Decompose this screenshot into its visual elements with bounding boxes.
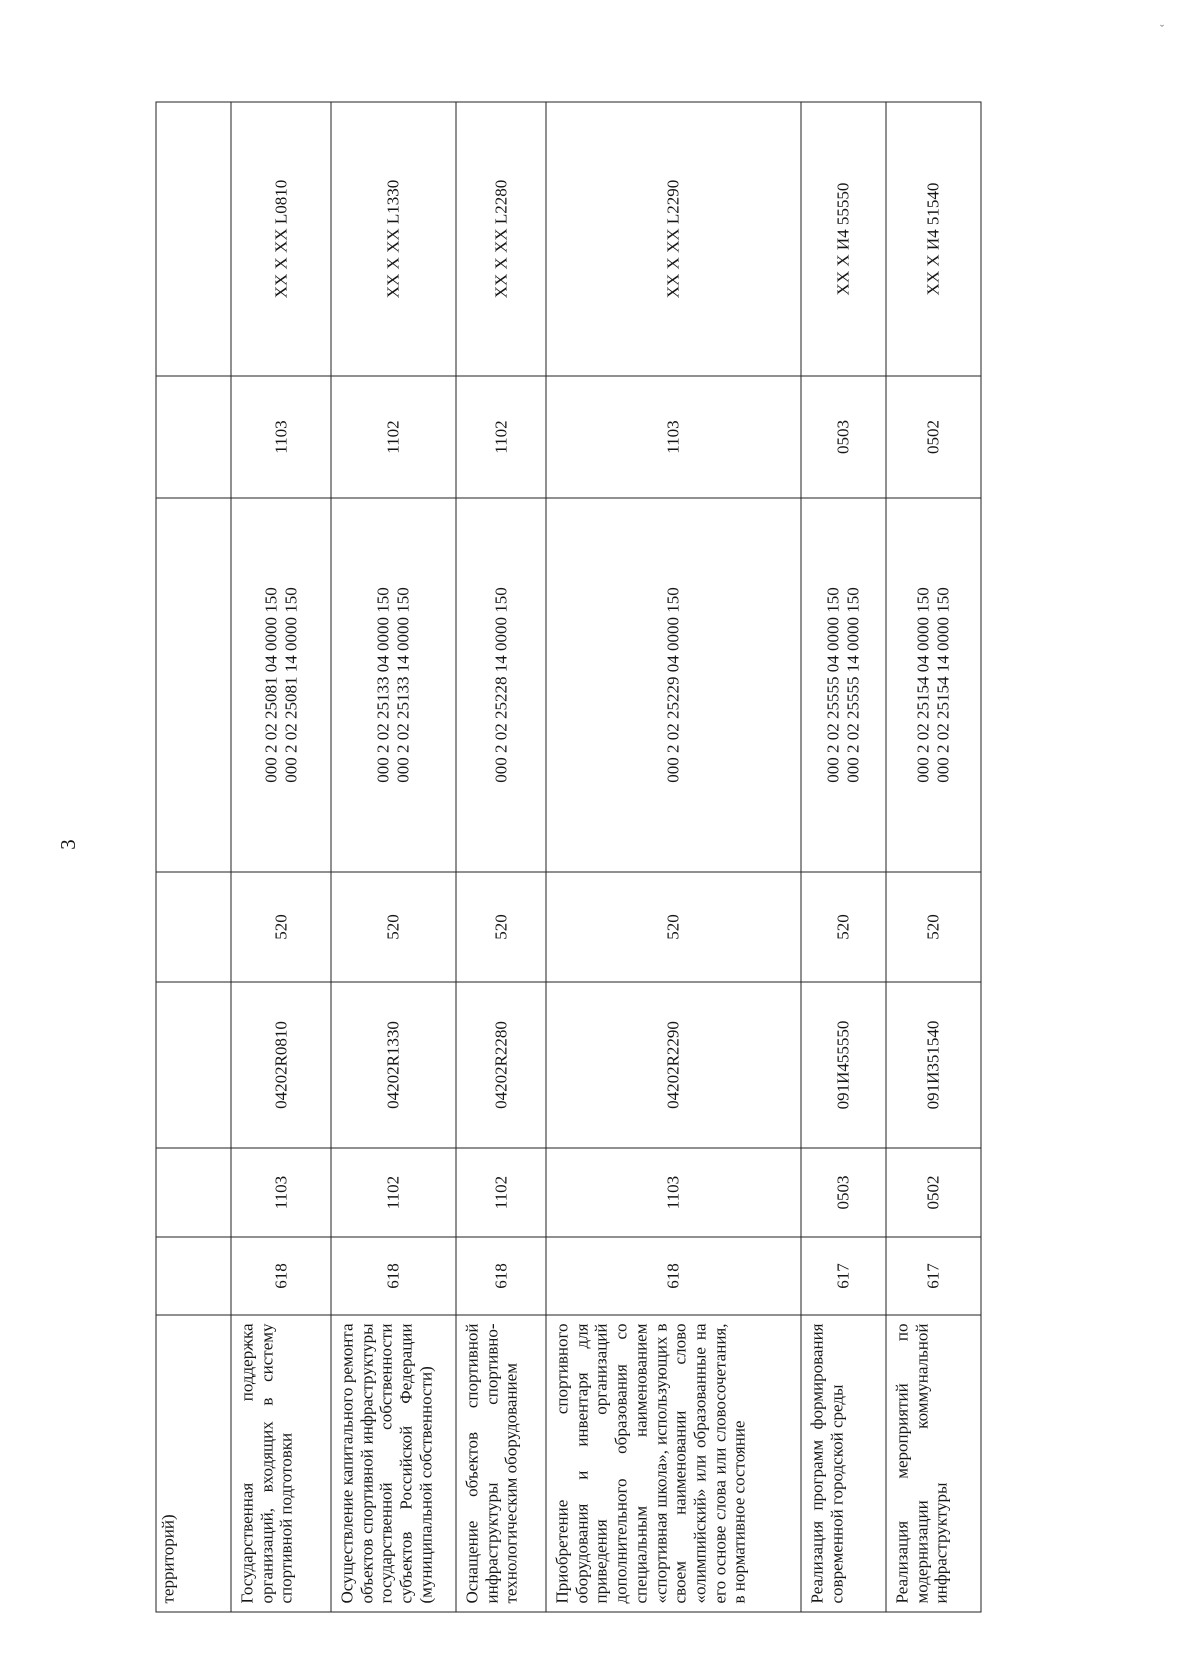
cell-description: Осуществление капитального ремонта объектов спортивной инфраструктуры государственной собственности субъектов Российской Федерации (муниципальной собственности) — [331, 1315, 456, 1612]
cell-code-c: 091И351540 — [886, 982, 981, 1148]
cell-code-f: 1102 — [456, 376, 546, 498]
table-row — [546, 102, 801, 1612]
cell-code-g: XX X XX L2290 — [546, 102, 801, 376]
cell-code-c: 091И455550 — [801, 982, 886, 1148]
cell-code-f: 0502 — [886, 376, 981, 498]
cell-code-d: 520 — [456, 872, 546, 982]
cell-empty — [156, 982, 231, 1148]
cell-description: Реализация программ формирования современной городской среды — [801, 1315, 886, 1612]
cell-code-d: 520 — [801, 872, 886, 982]
cell-empty — [156, 498, 231, 872]
cell-code-c: 04202R0810 — [231, 982, 331, 1148]
cell-empty — [156, 872, 231, 982]
cell-code-f: 1102 — [331, 376, 456, 498]
cell-description: территорий) — [156, 1315, 231, 1612]
cell-code-g: XX X XX L1330 — [331, 102, 456, 376]
cell-code-d: 520 — [546, 872, 801, 982]
cell-codes — [886, 498, 981, 872]
cell-description: Оснащение объектов спортивной инфраструктуры спортивно-технологическим оборудованием — [456, 1315, 546, 1612]
cell-code-b: 0503 — [801, 1148, 886, 1237]
cell-code-b: 0502 — [886, 1148, 981, 1237]
table-row — [456, 102, 546, 1612]
cell-code-a: 618 — [456, 1237, 546, 1315]
cell-code-a: 618 — [331, 1237, 456, 1315]
code-line: 000 2 02 25228 14 0000 150 — [490, 586, 510, 783]
code-line: 000 2 02 25081 04 0000 150 — [260, 586, 280, 783]
table-row — [231, 102, 331, 1612]
cell-empty — [156, 1237, 231, 1315]
cell-codes — [231, 498, 331, 872]
code-line: 000 2 02 25081 14 0000 150 — [280, 586, 300, 783]
cell-code-g: XX X XX L2280 — [456, 102, 546, 376]
table-row — [801, 102, 886, 1612]
cell-description: Приобретение спортивного оборудования и инвентаря для приведения организаций дополнительного образования со специальным наименованием «спортивная школа», использующих в своем наименовании слово «олимпийский» или образованные на его основе слова или словосочетания, в нормативное состояние — [546, 1315, 801, 1612]
cell-description: Реализация мероприятий по модернизации коммунальной инфраструктуры — [886, 1315, 981, 1612]
cell-code-b: 1103 — [231, 1148, 331, 1237]
table-row — [886, 102, 981, 1612]
cell-code-d: 520 — [886, 872, 981, 982]
cell-codes — [331, 498, 456, 872]
code-line: 000 2 02 25154 04 0000 150 — [913, 586, 933, 783]
cell-code-b: 1102 — [456, 1148, 546, 1237]
cell-code-g: XX X XX L0810 — [231, 102, 331, 376]
cell-code-f: 1103 — [546, 376, 801, 498]
cell-codes — [456, 498, 546, 872]
code-line: 000 2 02 25555 14 0000 150 — [843, 586, 862, 783]
code-line: 000 2 02 25133 04 0000 150 — [373, 586, 393, 783]
cell-code-a: 617 — [801, 1237, 886, 1315]
cell-code-a: 617 — [886, 1237, 981, 1315]
budget-classification-table — [155, 102, 980, 1612]
cell-code-g: XX X И4 55550 — [801, 102, 886, 376]
cell-description: Государственная поддержка организаций, входящих в систему спортивной подготовки — [231, 1315, 331, 1612]
table-row-header-continuation — [156, 102, 231, 1612]
code-line: 000 2 02 25229 04 0000 150 — [663, 586, 683, 783]
cell-code-c: 04202R1330 — [331, 982, 456, 1148]
cell-code-f: 0503 — [801, 376, 886, 498]
cell-code-f: 1103 — [231, 376, 331, 498]
code-line: 000 2 02 25555 04 0000 150 — [823, 586, 843, 783]
cell-empty — [156, 376, 231, 498]
cell-code-d: 520 — [331, 872, 456, 982]
cell-empty — [156, 1148, 231, 1237]
cell-code-c: 04202R2280 — [456, 982, 546, 1148]
cell-code-g: XX X И4 51540 — [886, 102, 981, 376]
page-number: 3 — [55, 839, 80, 850]
code-line: 000 2 02 25133 14 0000 150 — [393, 586, 412, 783]
cell-code-d: 520 — [231, 872, 331, 982]
cell-empty — [156, 102, 231, 376]
code-line: 000 2 02 25154 14 0000 150 — [933, 586, 952, 783]
cell-code-b: 1102 — [331, 1148, 456, 1237]
table-row — [331, 102, 456, 1612]
cell-code-c: 04202R2290 — [546, 982, 801, 1148]
cell-code-a: 618 — [546, 1237, 801, 1315]
cell-code-a: 618 — [231, 1237, 331, 1315]
table — [155, 101, 981, 1612]
cell-codes — [546, 498, 801, 872]
cell-code-b: 1103 — [546, 1148, 801, 1237]
scan-speck: ˇ — [1160, 22, 1164, 36]
cell-codes — [801, 498, 886, 872]
